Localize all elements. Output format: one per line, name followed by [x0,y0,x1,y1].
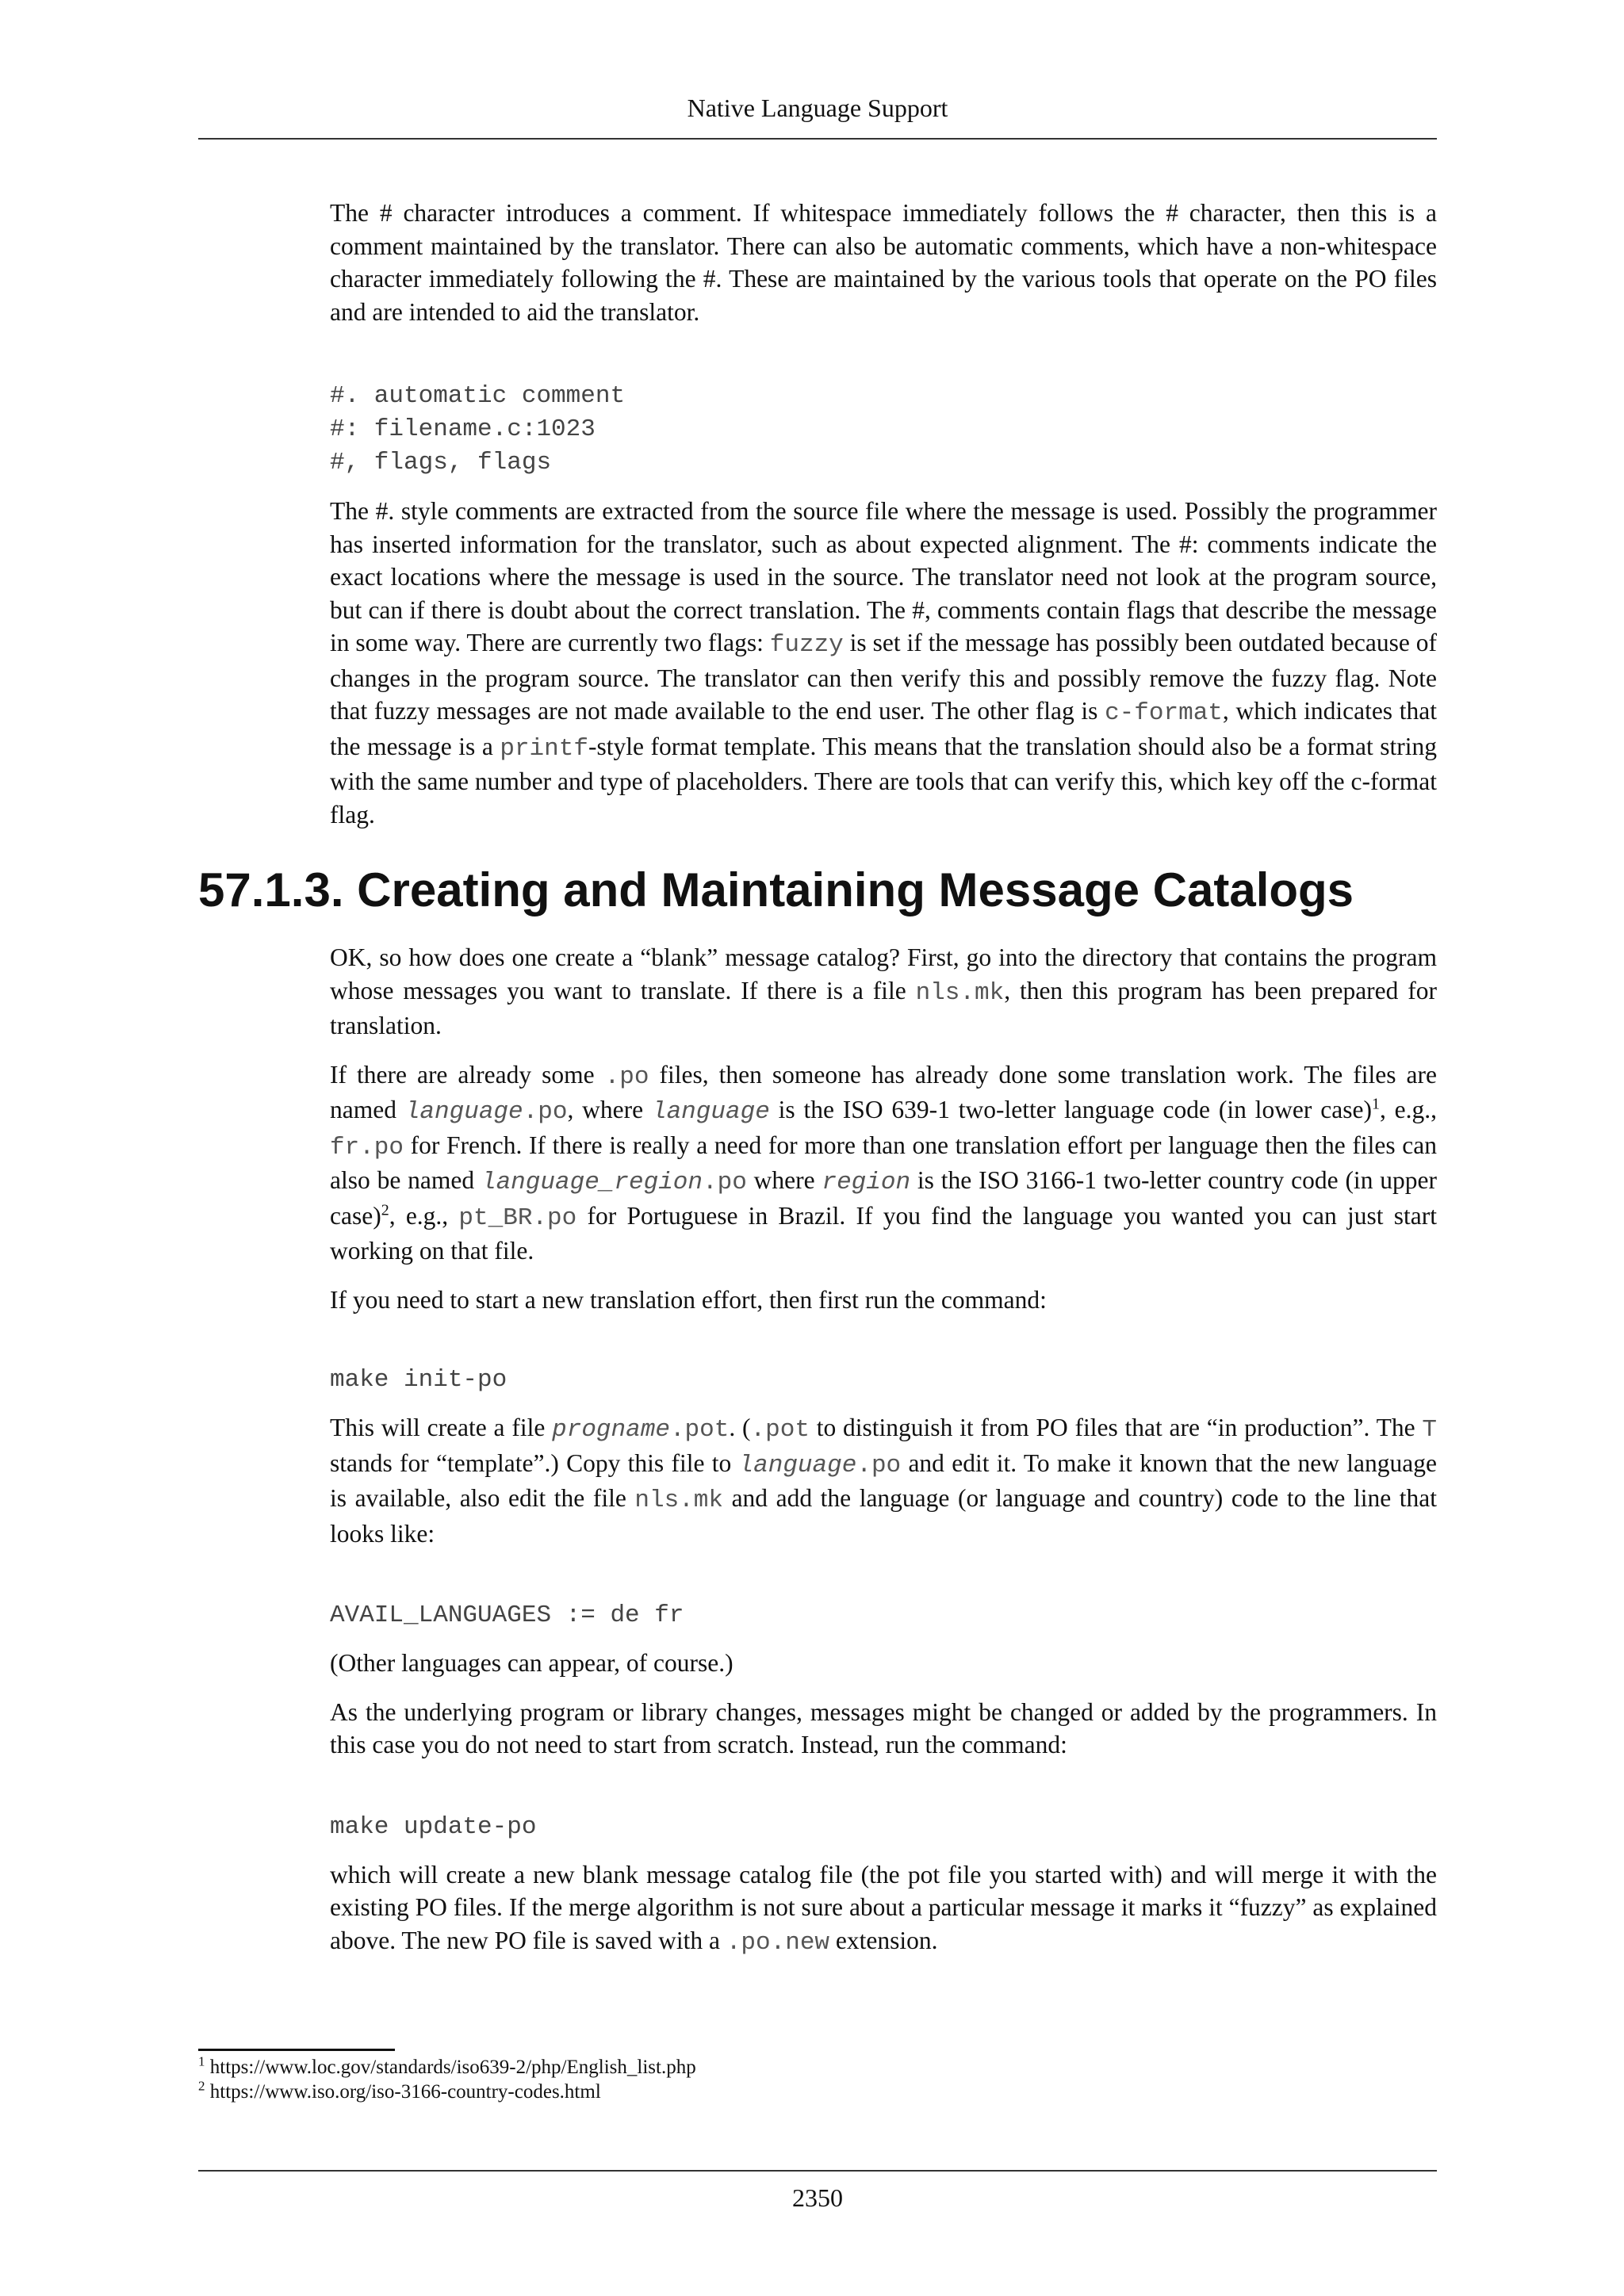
paragraph-other-languages: (Other languages can appear, of course.) [330,1649,733,1677]
footer-rule [198,2170,1437,2172]
running-header: Native Language Support [687,94,948,122]
paragraph-merge [330,1858,1437,1960]
code-region: region [822,1169,911,1196]
footnotes [198,2055,696,2104]
code-pot: .pot [750,1416,810,1444]
paragraph-po-files [330,1058,1437,1268]
text: stands for “template”.) Copy this file to [330,1448,739,1477]
text: The #. style comments are extracted from the source file where the message is used. Possibly the programmer has inserted information for the translator, such as about expected alignment. The #: comments indicate the exact locations where the message is used in the source. The translator need not look at the program source, but can if there is doubt about the correct translation. The #, comments contain flags that describe the message in some way. There are currently two flags: [330,497,1437,656]
text: files, then someone has already done some translation work. The files are named [330,1060,1437,1123]
code-nls-mk: nls.mk [915,978,1005,1007]
text: is the ISO 639-1 two-letter language code (in lower case) [769,1096,1372,1123]
code-c-format: c-format [1105,699,1223,727]
code-pot: .pot [669,1416,730,1444]
text: and add the language (or language and country) code to the line that looks like: [330,1484,1437,1548]
text: . ( [729,1414,751,1441]
code-printf: printf [500,734,588,763]
code-pt-br-po: pt_BR.po [458,1203,577,1232]
footnote-ref-1[interactable]: 1 [1371,1095,1380,1113]
code-nls-mk: nls.mk [634,1487,723,1514]
paragraph-update: As the underlying program or library changes, messages might be changed or added by the programmers. In this case you do not need to start from scratch. Instead, run the command: [330,1697,1437,1758]
code-make-init-po: make init-po [330,1366,508,1394]
section-heading: 57.1.3. Creating and Maintaining Message Catalogs [198,863,1354,916]
code-language: language [651,1098,770,1126]
text: is set if the message has possibly been outdated because of changes in the program source. The translator can then verify this and possibly remove the fuzzy flag. Note that fuzzy messages are not made available to the end user. The other flag is [330,629,1437,725]
paragraph-blank-catalog [330,941,1437,1043]
text: for French. If there is really a need for more than one translation effort per language then the files can also be named [330,1131,1437,1194]
content-upper [330,197,1437,831]
paragraph-pot-file [330,1411,1437,1550]
code-avail-languages: AVAIL_LANGUAGES := de fr [330,1601,684,1629]
code-make-update-po: make update-po [330,1812,537,1841]
text: is the ISO 3166-1 two-letter country code (in upper case) [330,1166,1438,1230]
paragraph-new-translation: If you need to start a new translation effort, then first run the command: [330,1285,1047,1314]
code-language: language [404,1098,523,1126]
header-rule [198,138,1437,140]
text: which will create a new blank message catalog file (the pot file you started with) and will merge it with the existing PO files. If the merge algorithm is not sure about a particular message it marks it “fuzzy” as explained above. The new PO file is saved with a [330,1860,1437,1954]
text: -style format template. This means that the translation should also be a format string with the same number and type of placeholders. There are tools that can verify this, which key off the c-format flag. [330,732,1438,828]
text: extension. [829,1926,938,1954]
footnote-1 [198,2055,696,2080]
text: , e.g., [389,1201,459,1230]
text: , then this program has been prepared for translation. [330,976,1438,1039]
code-language: language [738,1451,857,1479]
code-po-ext: .po [856,1451,902,1479]
content-lower [330,941,1437,1959]
text: to distinguish it from PO files that are “in production”. The [809,1414,1423,1441]
paragraph-comments-intro: The # character introduces a comment. If whitespace immediately follows the # character, then this is a comment maintained by the translator. There can also be automatic comments, which have a non-whitespace character immediately following the #. These are maintained by the various tools that operate on the PO files and are intended to aid the translator. [330,199,1437,326]
text: and edit it. To make it known that the new language is available, also edit the file [330,1448,1437,1512]
code-po-ext: .po [523,1098,568,1126]
text: , which indicates that the message is a [330,697,1437,760]
footnote-number: 2 [198,2078,205,2094]
code-language-region: language_region [481,1169,703,1196]
text: for Portuguese in Brazil. If you find the language you wanted you can just start working on that file. [330,1201,1437,1265]
footnote-rule [198,2049,395,2051]
text: where [746,1166,822,1194]
code-po-new: .po.new [726,1928,830,1957]
page-number: 2350 [792,2183,843,2212]
text: This will create a file [330,1414,553,1441]
paragraph-comment-flags [330,495,1437,831]
code-progname: progname [552,1416,670,1444]
footnote-link[interactable]: https://www.iso.org/iso-3166-country-codes.html [209,2081,601,2103]
footnote-2 [198,2080,696,2104]
footnote-link[interactable]: https://www.loc.gov/standards/iso639-2/php/English_list.php [209,2057,696,2078]
text: If there are already some [330,1060,605,1089]
footnote-number: 1 [198,2053,205,2069]
text: , where [567,1096,652,1123]
code-po-ext: .po [703,1169,747,1196]
code-t: T [1422,1416,1437,1444]
code-fr-po: fr.po [330,1133,404,1161]
code-fuzzy: fuzzy [769,631,844,659]
footnote-ref-2[interactable]: 2 [381,1201,389,1219]
text: , e.g., [1379,1096,1438,1123]
code-po: .po [604,1062,649,1091]
code-comment-example: #. automatic comment #: filename.c:1023 #, flags, flags [330,382,626,476]
text: OK, so how does one create a “blank” message catalog? First, go into the directory that contains the program whose messages you want to translate. If there is a file [330,943,1437,1004]
